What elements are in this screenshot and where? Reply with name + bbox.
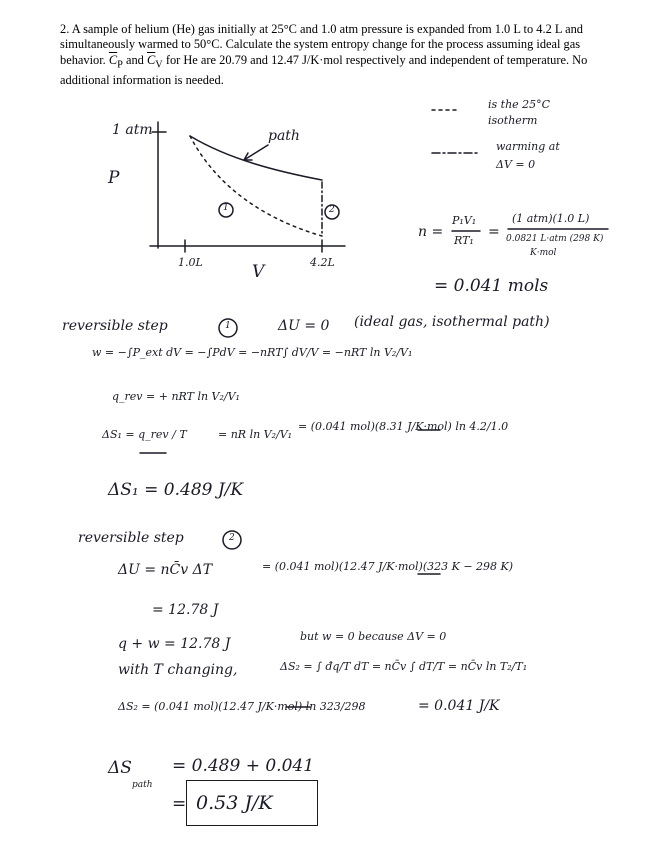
cv-subscript: V <box>155 59 163 71</box>
step1-ds-result: ΔS₁ = 0.489 J/K <box>108 480 244 500</box>
x-tick-left-label: 1.0L <box>178 256 203 269</box>
moles-den-unit: K·mol <box>530 248 557 258</box>
step2-ds-result: = 0.041 J/K <box>418 698 500 714</box>
step2-du: ΔU = nC̄v ΔT <box>118 562 213 578</box>
step1-graph-marker: 1 <box>223 203 229 213</box>
total-lhs-sub: path <box>132 780 153 790</box>
step2-ds-formula: ΔS₂ = ∫ đq/T dT = nC̄v ∫ dT/T = nC̄v ln T₂/T₁ <box>280 660 528 673</box>
and-word: and <box>122 52 147 67</box>
legend-warming-line1: warming at <box>496 140 560 153</box>
step2-heading: reversible step <box>78 530 184 546</box>
moles-frac-num: P₁V₁ <box>452 214 477 227</box>
total-eq: = <box>172 794 187 814</box>
cp-subscript: P <box>117 59 123 71</box>
x-axis-label: V <box>252 262 265 282</box>
step1-work: w = −∫P_ext dV = −∫PdV = −nRT∫ dV/V = −nRT ln V₂/V₁ <box>92 346 413 359</box>
total-sum: = 0.489 + 0.041 <box>172 756 315 776</box>
y-tick-label: 1 atm <box>112 122 153 138</box>
x-tick-right-label: 4.2L <box>310 256 335 269</box>
isotherm-curve <box>190 136 322 236</box>
step2-du-result: = 12.78 J <box>152 602 219 618</box>
moles-eq: = <box>488 224 500 240</box>
step1-ds-calc: = (0.041 mol)(8.31 J/K·mol) ln 4.2/1.0 <box>298 420 509 433</box>
legend-isotherm-line2: isotherm <box>488 114 538 127</box>
step1-du: ΔU = 0 <box>278 318 330 334</box>
problem-text-b: for He are 20.79 and 12.47 J/K·mol respectively and independent of temperature. No additional information is needed. <box>60 52 588 87</box>
step1-heading: reversible step <box>62 318 168 334</box>
step1-q: q_rev = + nRT ln V₂/V₁ <box>112 390 240 403</box>
total-lhs: ΔS <box>108 758 132 778</box>
step1-ds-lhs: ΔS₁ = q_rev / T <box>102 428 187 441</box>
moles-result: = 0.041 mols <box>434 276 549 296</box>
total-answer: 0.53 J/K <box>196 792 273 814</box>
step1-ds-mid: = nR ln V₂/V₁ <box>218 428 293 441</box>
step2-du-calc: = (0.041 mol)(12.47 J/K·mol)(323 K − 298 K) <box>262 560 514 573</box>
step2-ds-calc: ΔS₂ = (0.041 mol)(12.47 J/K·mol) ln 323/298 <box>118 700 366 713</box>
cp-symbol: $\overline{C}$ <box>108 52 118 67</box>
step2-graph-marker: 2 <box>329 205 335 215</box>
y-axis-label: P <box>108 168 120 188</box>
step2-but: but w = 0 because ΔV = 0 <box>300 630 447 643</box>
cv-symbol: $\overline{C}$ <box>146 52 156 67</box>
path-label: path <box>268 128 300 144</box>
step1-note: (ideal gas, isothermal path) <box>354 314 550 330</box>
moles-frac-den: RT₁ <box>454 234 474 247</box>
legend-isotherm-line1: is the 25°C <box>488 98 551 111</box>
step2-q: q + w = 12.78 J <box>118 636 231 652</box>
legend-warming-line2: ΔV = 0 <box>496 158 536 171</box>
moles-num: (1 atm)(1.0 L) <box>512 212 590 225</box>
moles-lhs: n = <box>418 224 444 240</box>
moles-den: 0.0821 L·atm (298 K) <box>506 234 604 244</box>
path-curve <box>190 136 322 180</box>
step2-with: with T changing, <box>118 662 238 678</box>
problem-number: 2. <box>60 22 70 36</box>
step2-heading-marker: 2 <box>229 533 235 543</box>
problem-text-a: A sample of helium (He) gas initially at 25°C and 1.0 atm pressure is expanded from 1.0 L to 4.2 L and simultaneously warmed to 50°C. Calculate the system entropy change for the process assuming ideal gas behavior. <box>60 22 583 67</box>
step1-heading-marker: 1 <box>225 321 231 331</box>
